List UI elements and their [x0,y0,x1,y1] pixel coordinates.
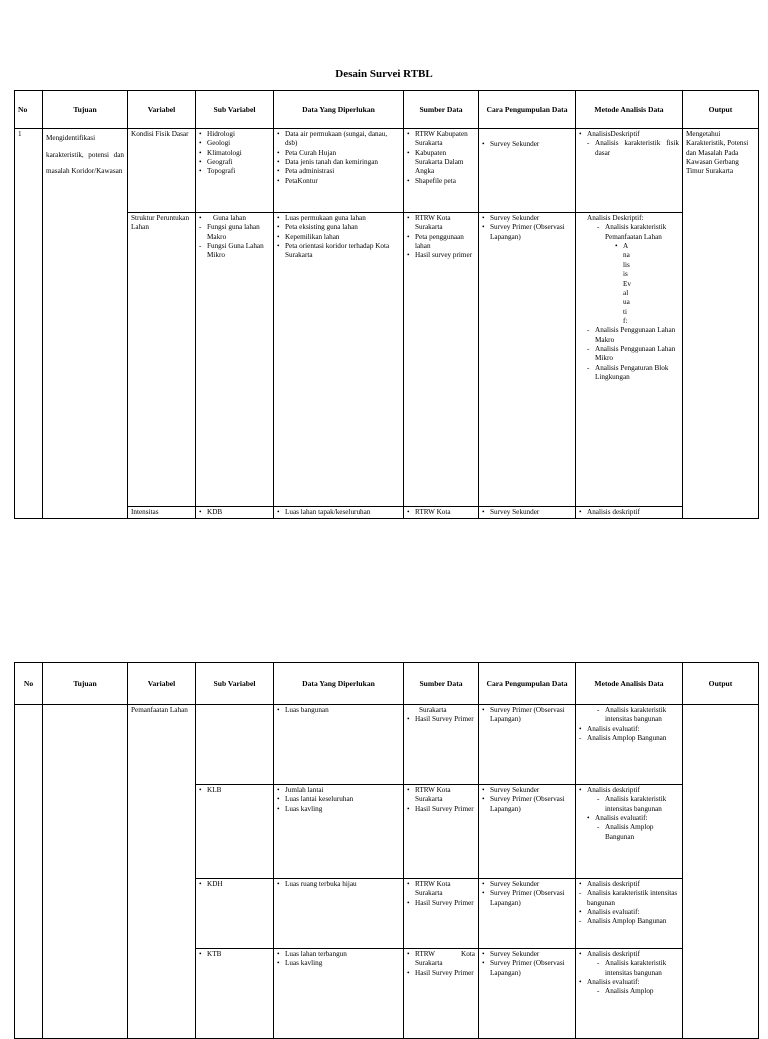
metode-evaluatif-vertical: • Analisis Evaluatif: [623,242,631,325]
data-diperlukan-cell [274,785,404,879]
list-item: • Analisis deskriptif [579,786,679,795]
list-item: • Peta eksisting guna lahan [277,223,400,232]
header-data-diperlukan: Data Yang Diperlukan [274,663,404,705]
list-item: • Kepemilikan lahan [277,233,400,242]
list-item: • RTRW Kota Surakarta [407,950,475,969]
list-item: - Analisis Amplop Bangunan [597,823,679,842]
table-row [15,705,759,785]
list-item: • Luas kavling [277,805,400,814]
list-item: • Hasil survey primer [407,251,475,260]
variabel-cell [128,705,196,1039]
sub-variabel-cell [196,949,274,1039]
list-item: • PetaKontur [277,177,400,186]
header-cara-pengumpulan: Cara Pengumpulan Data [479,91,576,129]
header-metode-analisis: Metode Analisis Data [576,91,683,129]
header-variabel: Variabel [128,91,196,129]
list-item: • Analisis evaluatif: [579,978,679,987]
list-item: - Analisis karakteristik intensitas bangunan [597,706,679,725]
list-item: • AnalisisDeskriptif [579,130,679,139]
header-sumber-data: Sumber Data [404,663,479,705]
sumber-data-cell [404,949,479,1039]
cara-pengumpulan-cell [479,213,576,507]
list-item: • Analisis deskriptif [579,880,679,889]
header-variabel: Variabel [128,663,196,705]
list-item: - Analisis karakteristik intensitas bangunan [579,889,679,908]
data-diperlukan-cell [274,129,404,213]
list-item: • Luas lahan tapak/keseluruhan [277,508,400,517]
output-cell [683,705,759,1039]
list-item: • Peta Curah Hujan [277,149,400,158]
list-item: • Shapefile peta [407,177,475,186]
list-item: - Analisis karakteristik fisik dasar [587,139,679,158]
list-item: • Luas kavling [277,959,400,968]
list-item: • RTRW Kabupaten Surakarta [407,130,475,149]
list-item: • Survey Primer (Observasi Lapangan) [482,959,572,978]
metode-analisis-cell [576,949,683,1039]
sumber-data-cell [404,129,479,213]
list-item: • Luas lahan terbangun [277,950,400,959]
list-item: • RTRW Kota Surakarta [407,786,475,805]
cara-pengumpulan-cell [479,785,576,879]
table-header-row [15,91,759,129]
cara-pengumpulan-cell [479,129,576,213]
list-item: • Survey Sekunder [482,880,572,889]
list-item: • Guna lahan [199,214,270,223]
data-diperlukan-cell [274,213,404,507]
list-item: • Hasil Survey Primer [407,899,475,908]
tujuan-cell [43,705,128,1039]
variabel-text: Pemanfaatan Lahan [131,706,188,714]
cara-pengumpulan-cell [479,705,576,785]
sub-variabel-cell [196,705,274,785]
output-text: Mengetahui Karakteristik, Potensi dan Masalah Pada Kawasan Gerbang Timur Surakarta [686,130,749,176]
table-header-row [15,663,759,705]
list-item: - Fungsi Guna Lahan Mikro [199,242,270,261]
list-item: • Survey Sekunder [482,508,572,517]
cara-pengumpulan-cell [479,949,576,1039]
list-item: • Survey Sekunder [482,214,572,223]
list-item: • Survey Sekunder [482,786,572,795]
sub-variabel-cell [196,129,274,213]
data-diperlukan-cell [274,879,404,949]
list-item: • RTRW Kota Surakarta [407,880,475,899]
variabel-cell [128,213,196,507]
header-no: No [15,663,43,705]
list-item: • KTB [199,950,270,959]
data-diperlukan-cell [274,949,404,1039]
tujuan-cell [43,129,128,519]
variabel-text: Struktur Peruntukan Lahan [131,214,190,232]
list-item: • Topografi [199,167,270,176]
list-item: - Analisis karakteristik Pemanfaatan Lahan [597,223,679,242]
sub-variabel-cell [196,879,274,949]
data-diperlukan-cell [274,705,404,785]
cara-pengumpulan-cell [479,507,576,519]
survey-design-table-2 [14,662,759,1039]
header-no: No [15,91,43,129]
list-item: - Analisis Amplop Bangunan [579,917,679,926]
row-number [15,705,43,1039]
list-item: • Analisis deskriptif [579,508,679,517]
header-sub-variabel: Sub Variabel [196,91,274,129]
list-item: - Analisis Penggunaan Lahan Makro [587,326,679,345]
list-item: • Analisis evaluatif: [587,814,679,823]
list-item: • RTRW Kota Surakarta [407,214,475,233]
sumber-data-cell [404,213,479,507]
variabel-text: Kondisi Fisik Dasar [131,130,189,138]
list-item: • KLB [199,786,270,795]
metode-analisis-cell [576,129,683,213]
header-data-diperlukan: Data Yang Diperlukan [274,91,404,129]
list-item: - Analisis Penggunaan Lahan Mikro [587,345,679,364]
list-item: • Analisis deskriptif [579,950,679,959]
sumber-data-cell [404,507,479,519]
list-item: • Klimatologi [199,149,270,158]
list-item: • Survey Primer (Observasi Lapangan) [482,706,572,725]
cara-pengumpulan-cell [479,879,576,949]
list-item: - Analisis Amplop [597,987,679,996]
list-item: • Geologi [199,139,270,148]
list-item: • Peta penggunaan lahan [407,233,475,252]
header-sumber-data: Sumber Data [404,91,479,129]
list-item: • Luas bangunan [277,706,400,715]
list-item: • KDB [199,508,270,517]
data-diperlukan-cell [274,507,404,519]
output-cell [683,129,759,519]
header-tujuan: Tujuan [43,663,128,705]
list-item: - Analisis Pengaturan Blok Lingkungan [587,364,679,383]
list-item: • Luas ruang terbuka hijau [277,880,400,889]
list-item: • Luas lantai keseluruhan [277,795,400,804]
sub-variabel-cell [196,785,274,879]
list-item: • Survey Primer (Observasi Lapangan) [482,795,572,814]
list-item: - Analisis Amplop Bangunan [579,734,679,743]
sumber-data-cell [404,879,479,949]
header-output: Output [683,91,759,129]
list-item: • Data air permukaan (sungai, danau, dsb) [277,130,400,149]
metode-analisis-cell [576,507,683,519]
metode-analisis-cell [576,785,683,879]
list-item: • Hasil Survey Primer [407,715,475,724]
list-item: • Peta orientasi koridor terhadap Kota Surakarta [277,242,400,261]
list-item: • Analisis evaluatif: [579,908,679,917]
list-item: • Luas permukaan guna lahan [277,214,400,223]
list-item: • Geografi [199,158,270,167]
sub-variabel-cell [196,507,274,519]
sumber-continued: Surakarta [419,706,447,714]
variabel-cell [128,129,196,213]
list-item: • Survey Primer (Observasi Lapangan) [482,889,572,908]
sumber-data-cell [404,705,479,785]
document-title: Desain Survei RTBL [335,68,433,80]
list-item: • Jumlah lantai [277,786,400,795]
list-item: • Analisis evaluatif: [579,725,679,734]
list-item: • RTRW Kota [407,508,475,517]
header-cara-pengumpulan: Cara Pengumpulan Data [479,663,576,705]
row-number: 1 [15,129,43,519]
metode-analisis-cell [576,879,683,949]
list-item: • Peta administrasi [277,167,400,176]
header-output: Output [683,663,759,705]
list-item: • Data jenis tanah dan kemiringan [277,158,400,167]
list-item: • Hidrologi [199,130,270,139]
list-item: • Survey Sekunder [482,140,572,149]
header-tujuan: Tujuan [43,91,128,129]
tujuan-text: Mengidentifikasi karakteristik, potensi dan masalah Koridor/Kawasan [46,134,124,176]
list-item: - Analisis karakteristik intensitas bangunan [597,795,679,814]
header-sub-variabel: Sub Variabel [196,663,274,705]
list-item: • KDH [199,880,270,889]
variabel-cell: Intensitas [128,507,196,519]
list-item: • Hasil Survey Primer [407,969,475,978]
sumber-data-cell [404,785,479,879]
list-item [615,242,679,326]
metode-analisis-cell [576,213,683,507]
metode-analisis-cell [576,705,683,785]
table-row [15,129,759,213]
list-item: • Survey Sekunder [482,950,572,959]
list-item: - Fungsi guna lahan Makro [199,223,270,242]
header-metode-analisis: Metode Analisis Data [576,663,683,705]
survey-design-table-1 [14,90,759,519]
sub-variabel-cell [196,213,274,507]
list-item: • Hasil Survey Primer [407,805,475,814]
list-item: • Kabupaten Surakarta Dalam Angka [407,149,475,177]
metode-heading: Analisis Deskriptif: [587,214,644,222]
list-item: • Survey Primer (Observasi Lapangan) [482,223,572,242]
list-item: - Analisis karakteristik intensitas bangunan [597,959,679,978]
